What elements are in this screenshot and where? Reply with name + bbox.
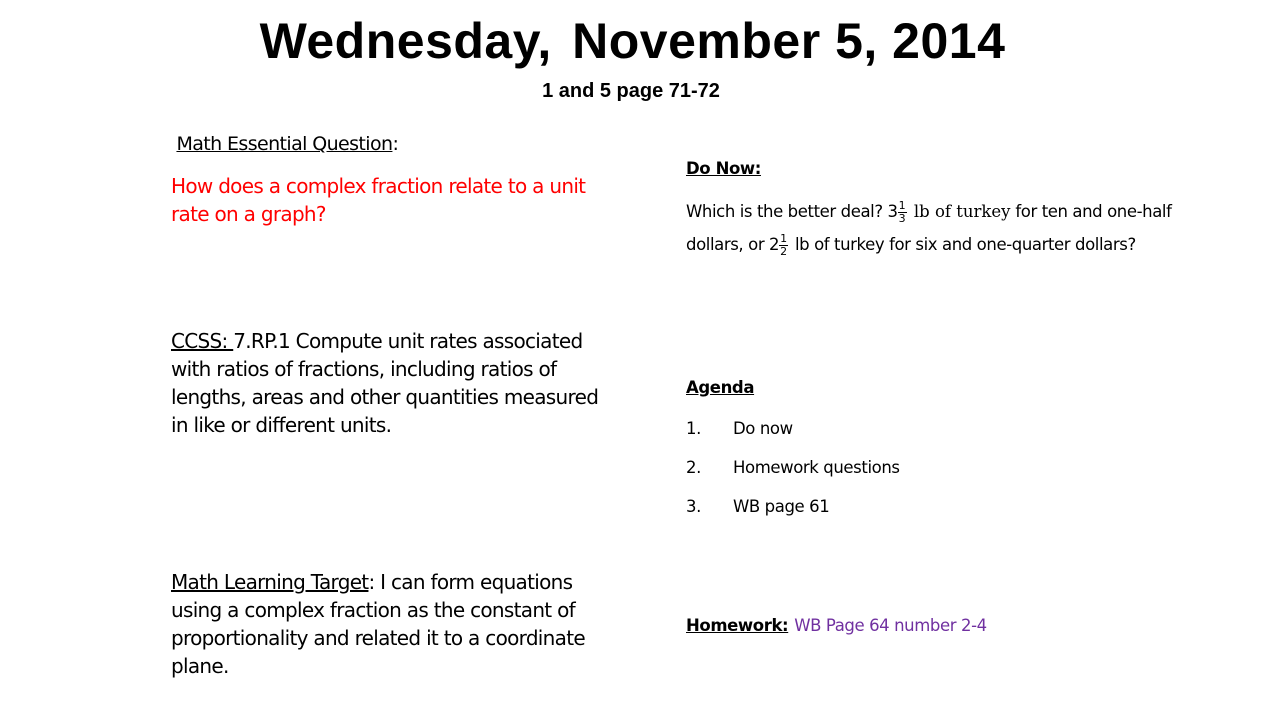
ccss-label: CCSS: — [171, 329, 234, 353]
homework-value: WB Page 64 number 2-4 — [794, 616, 987, 635]
do-now-label: Do Now: — [686, 159, 761, 178]
homework-label: Homework: — [686, 616, 789, 635]
page-title — [0, 14, 1265, 69]
agenda-item-number: 3. — [686, 497, 701, 516]
agenda-list — [686, 417, 900, 534]
fraction-1-denominator: 3 — [898, 212, 906, 225]
agenda-item — [686, 456, 900, 495]
do-now-part-4: lb of turkey for six and one-quarter dollars? — [790, 235, 1136, 254]
agenda-item-text: Homework questions — [733, 458, 900, 477]
learning-target — [171, 568, 601, 680]
title-word-year: 2014 — [892, 13, 1006, 69]
do-now-part-3: for ten and one-half dollars, or 2 — [686, 202, 1172, 254]
agenda-item-text: WB page 61 — [733, 497, 830, 516]
fraction-one-third — [898, 200, 907, 225]
title-word-weekday: Wednesday, — [259, 13, 552, 69]
title-word-month: November — [572, 13, 821, 69]
agenda-item — [686, 417, 900, 456]
ccss-standard — [171, 327, 601, 439]
essential-question-colon: : — [392, 133, 399, 155]
fraction-one-half — [779, 233, 788, 258]
fraction-1-numerator: 1 — [898, 199, 906, 212]
agenda-item-number: 2. — [686, 458, 701, 477]
fraction-2-denominator: 2 — [780, 245, 788, 258]
agenda-item — [686, 495, 900, 534]
page-subtitle: 1 and 5 page 71-72 — [542, 80, 720, 102]
do-now-part-1: Which is the better deal? 3 — [686, 202, 898, 221]
essential-question-text: How does a complex fraction relate to a unit rate on a graph? — [171, 174, 586, 226]
essential-question-heading — [171, 130, 398, 158]
agenda-label: Agenda — [686, 378, 755, 397]
do-now-part-2: lb of turkey — [908, 202, 1011, 221]
homework — [686, 616, 987, 635]
do-now-question — [686, 195, 1206, 261]
essential-question-label: Math Essential Question — [176, 133, 393, 155]
ccss-text: 7.RP.1 Compute unit rates associated with ratios of fractions, including ratios of lengths, areas and other quantities measured in like or different units. — [171, 329, 599, 437]
learning-target-label: Math Learning Target — [171, 570, 369, 594]
fraction-2-numerator: 1 — [780, 232, 788, 245]
agenda-item-text: Do now — [733, 419, 793, 438]
learning-target-text: : I can form equations using a complex fraction as the constant of proportionality and related it to a coordinate plane. — [171, 570, 585, 678]
title-word-day: 5, — [835, 13, 878, 69]
agenda-item-number: 1. — [686, 419, 701, 438]
